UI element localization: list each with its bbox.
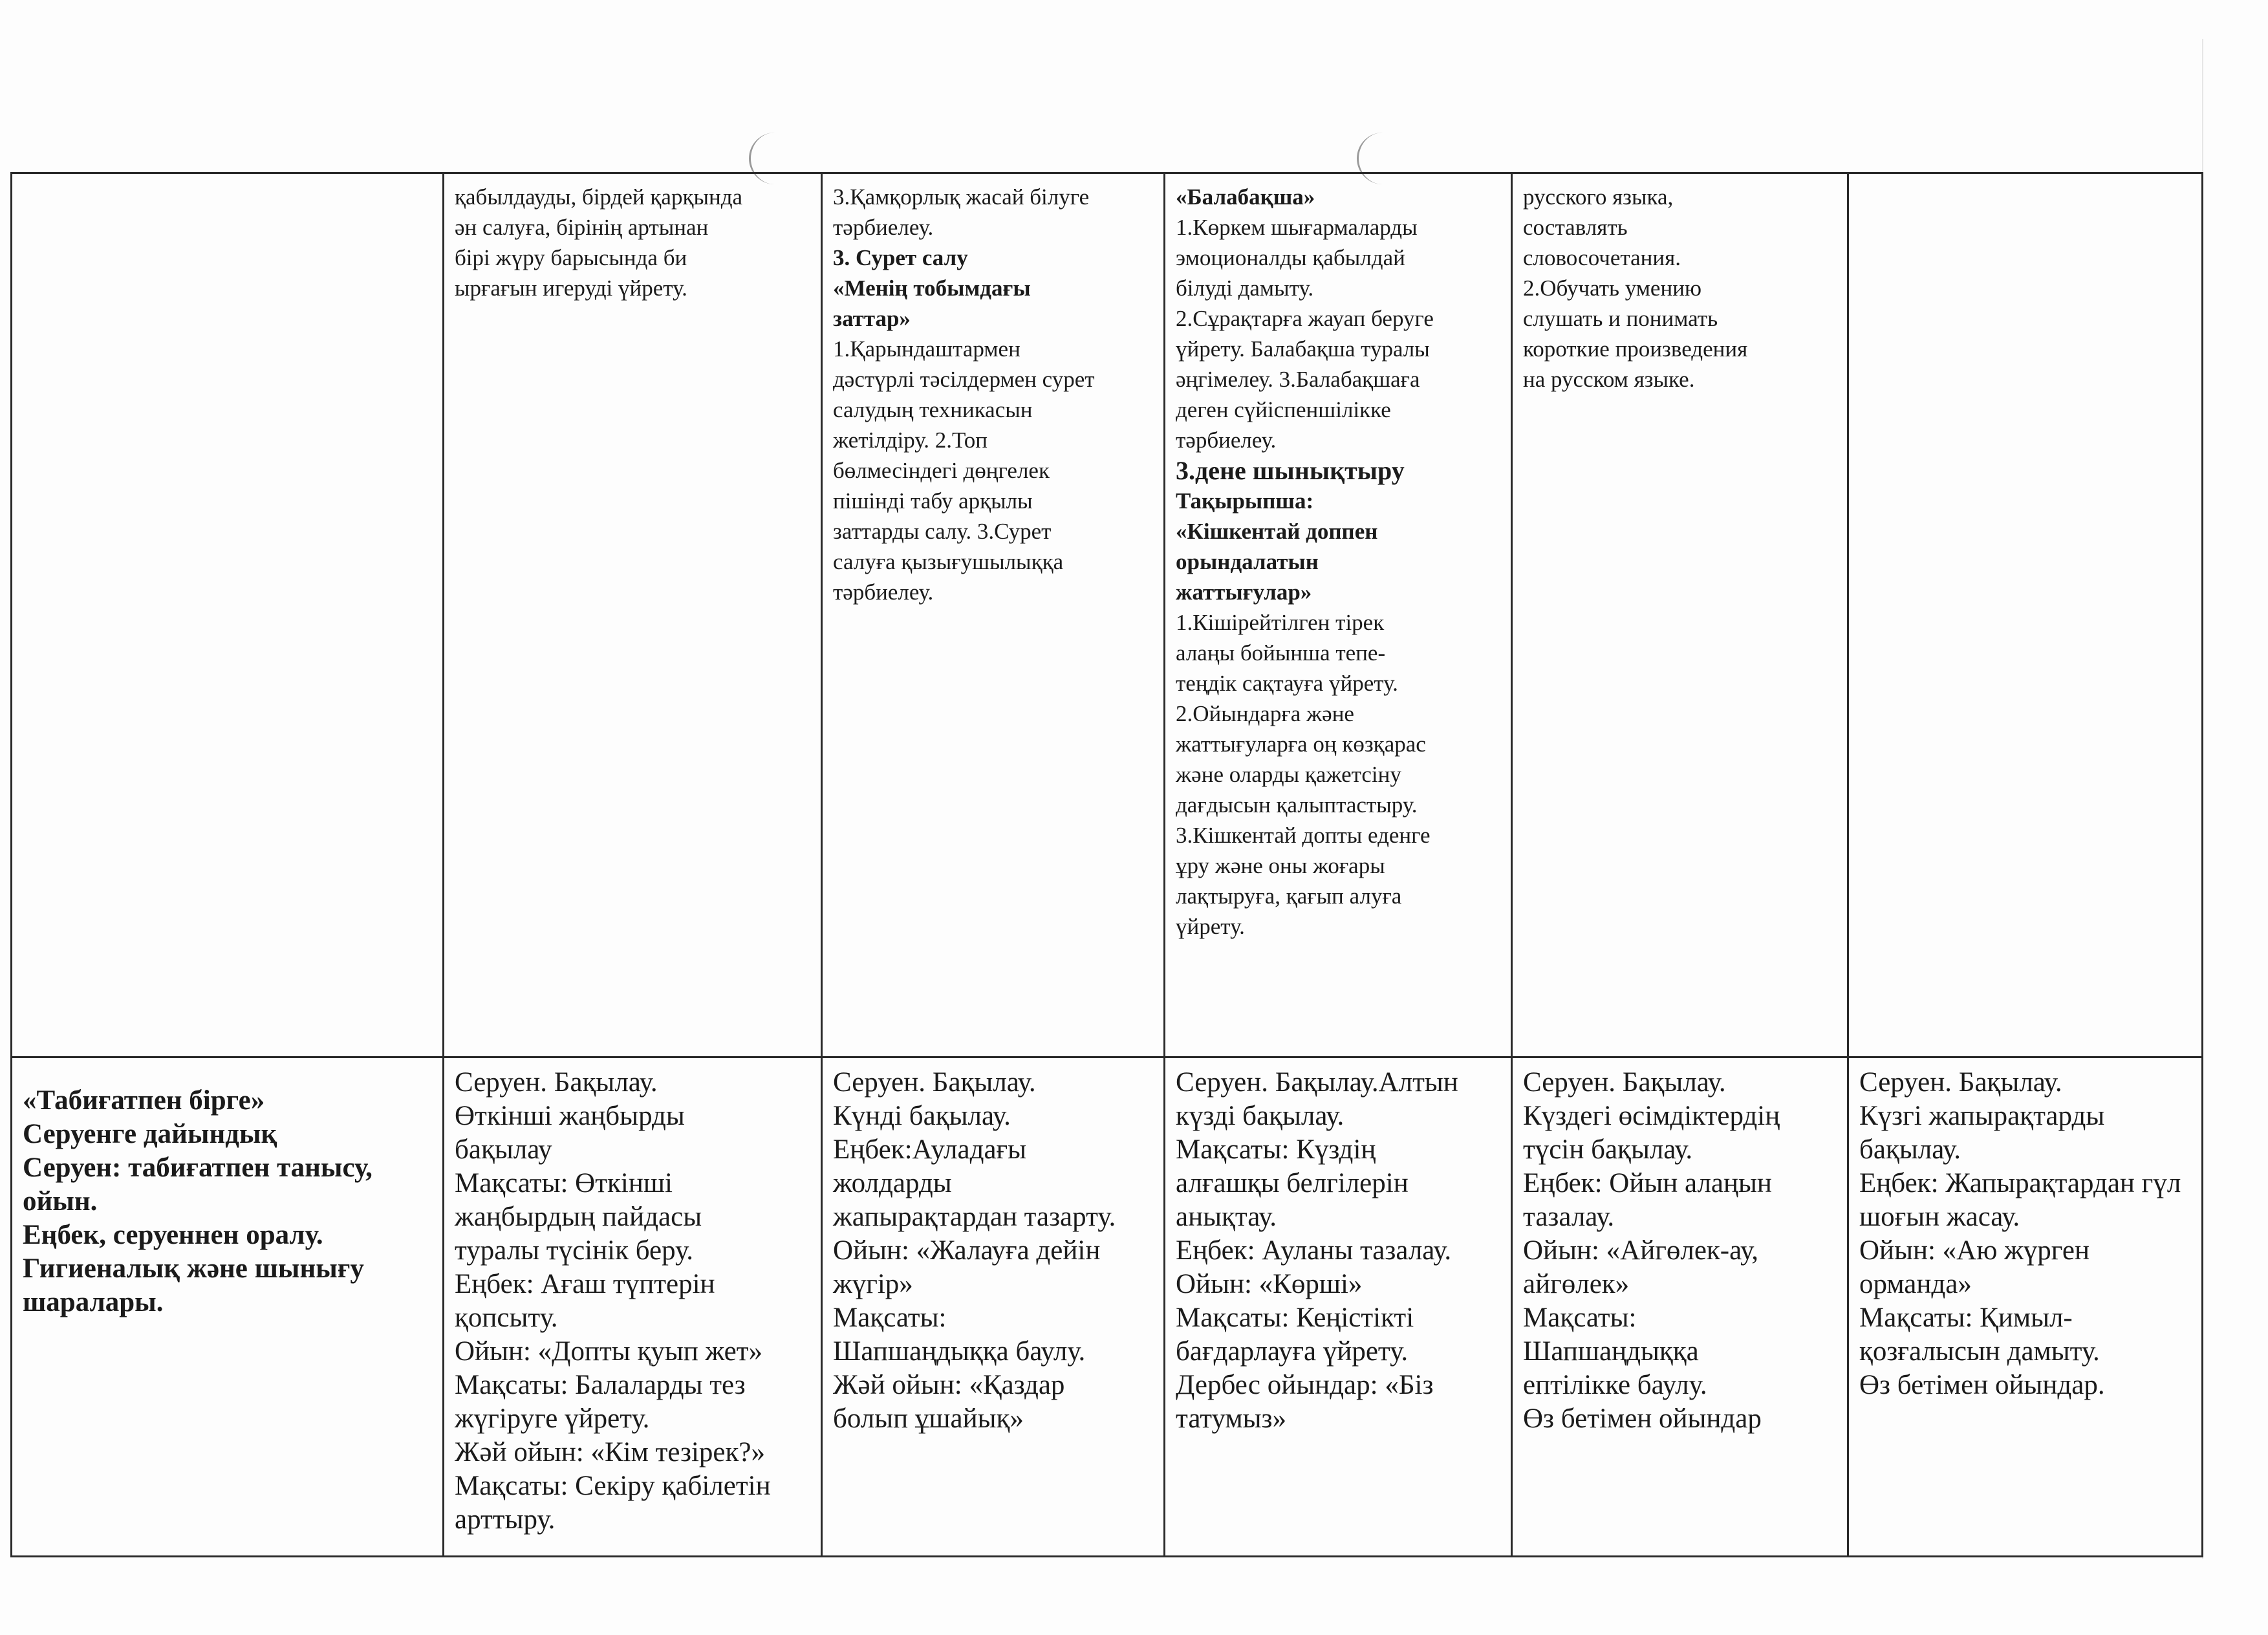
text-line: шаралары. — [23, 1287, 164, 1317]
text-line: Шапшаңдыққа — [1523, 1336, 1699, 1367]
cell-text — [1176, 182, 1500, 942]
text-line: лақтыруға, қағып алуға — [1176, 883, 1402, 909]
text-line: тәрбиелеу. — [833, 215, 934, 240]
text-line: дағдысын қалыптастыру. — [1176, 792, 1418, 817]
table-cell — [444, 1057, 822, 1557]
text-line: Еңбек: Ағаш түптерін — [455, 1269, 715, 1299]
text-line: жаттығуларға оң көзқарас — [1176, 731, 1426, 757]
text-line: қозғалысын дамыту. — [1859, 1336, 2100, 1367]
text-line: Мақсаты: Күздің — [1176, 1134, 1376, 1165]
text-line: короткие произведения — [1523, 336, 1748, 362]
text-line: білуді дамыту. — [1176, 276, 1314, 301]
text-line: бөлмесіндегі дөңгелек — [833, 458, 1050, 483]
cell-text — [833, 182, 1153, 607]
text-line: жүгіруге үйрету. — [455, 1403, 650, 1434]
text-line: болып ұшайық» — [833, 1403, 1024, 1434]
table-row — [12, 1057, 2203, 1557]
text-line: Ойын: «Аю жүрген — [1859, 1235, 2090, 1266]
text-line: қопсыту. — [455, 1303, 558, 1333]
text-line: тазалау. — [1523, 1202, 1615, 1232]
text-line: Серуен. Бақылау. — [455, 1067, 658, 1098]
text-line: Күздегі өсімдіктердің — [1523, 1101, 1780, 1131]
text-line: Серуен. Бақылау. — [1859, 1067, 2062, 1098]
text-line: бағдарлауға үйрету. — [1176, 1336, 1409, 1367]
table-cell — [822, 1057, 1165, 1557]
cell-text — [1176, 1066, 1500, 1436]
text-line: Тақырыпша: — [1176, 488, 1314, 514]
text-line: Жәй ойын: «Кім тезірек?» — [455, 1437, 765, 1467]
text-line: жаңбырдың пайдасы — [455, 1202, 702, 1232]
text-line: заттарды салу. 3.Сурет — [833, 519, 1052, 544]
text-line: анықтау. — [1176, 1202, 1277, 1232]
text-line: қабылдауды, бірдей қарқында — [455, 184, 743, 210]
text-line: «Балабақша» — [1176, 184, 1315, 210]
text-line: 2.Ойындарға және — [1176, 701, 1354, 726]
text-line: ойын. — [23, 1186, 98, 1217]
text-line: үйрету. — [1176, 914, 1245, 939]
text-line: Өз бетімен ойындар. — [1859, 1370, 2105, 1400]
text-line: Мақсаты: Балаларды тез — [455, 1370, 746, 1400]
cell-text — [1523, 182, 1837, 395]
text-line: 3.дене шынықтыру — [1176, 456, 1405, 485]
text-line: татумыз» — [1176, 1403, 1287, 1434]
text-line: арттыру. — [455, 1504, 556, 1535]
text-line: туралы түсінік беру. — [455, 1235, 693, 1266]
text-line: дәстүрлі тәсілдермен сурет — [833, 367, 1095, 392]
text-line: Мақсаты: Қимыл- — [1859, 1303, 2073, 1333]
table-cell — [822, 173, 1165, 1057]
text-line: Мақсаты: — [1523, 1303, 1637, 1333]
text-line: слушать и понимать — [1523, 306, 1718, 331]
text-line: Мақсаты: — [833, 1303, 947, 1333]
text-line: Жәй ойын: «Қаздар — [833, 1370, 1065, 1400]
text-line: Мақсаты: Секіру қабілетін — [455, 1471, 771, 1501]
text-line: 3.Қамқорлық жасай білуге — [833, 184, 1090, 210]
text-line: на русском языке. — [1523, 367, 1695, 392]
text-line: теңдік сақтауға үйрету. — [1176, 671, 1398, 696]
text-line: Гигиеналық және шынығу — [23, 1253, 364, 1284]
text-line: жүгір» — [833, 1269, 913, 1299]
text-line: салудың техникасын — [833, 397, 1033, 422]
text-line: Еңбек: Ойын алаңын — [1523, 1168, 1772, 1198]
weekly-plan-table — [10, 172, 2203, 1557]
text-line: ән салуға, бірінің артынан — [455, 215, 709, 240]
text-line: әңгімелеу. 3.Балабақшаға — [1176, 367, 1420, 392]
cell-text — [833, 1066, 1153, 1436]
text-line: Серуен: табиғатпен танысу, — [23, 1153, 373, 1183]
text-line: Серуен. Бақылау.Алтын — [1176, 1067, 1458, 1098]
text-line: түсін бақылау. — [1523, 1134, 1693, 1165]
text-line: Мақсаты: Кеңістікті — [1176, 1303, 1414, 1333]
activity-label-cell — [12, 1057, 444, 1557]
text-line: үйрету. Балабақша туралы — [1176, 336, 1430, 362]
text-line: Ойын: «Жалауға дейін — [833, 1235, 1101, 1266]
table-cell — [12, 173, 444, 1057]
text-line: тәрбиелеу. — [1176, 428, 1277, 453]
text-line: 3.Кішкентай допты еденге — [1176, 823, 1431, 848]
text-line: 3. Сурет салу — [833, 245, 968, 270]
text-line: 1.Қарындаштармен — [833, 336, 1021, 362]
text-line: және оларды қажетсіну — [1176, 762, 1401, 787]
text-line: словосочетания. — [1523, 245, 1681, 270]
text-line: Еңбек: Жапырақтардан гүл — [1859, 1168, 2181, 1198]
text-line: Ойын: «Допты қуып жет» — [455, 1336, 763, 1367]
text-line: ептілікке баулу. — [1523, 1370, 1707, 1400]
text-line: Ойын: «Көрші» — [1176, 1269, 1363, 1299]
text-line: «Табиғатпен бірге» — [23, 1085, 265, 1116]
text-line: «Менің тобымдағы — [833, 276, 1031, 301]
text-line: алғашқы белгілерін — [1176, 1168, 1409, 1198]
text-line: Өткінші жаңбырды — [455, 1101, 685, 1131]
text-line: эмоционалды қабылдай — [1176, 245, 1405, 270]
cell-text — [455, 1066, 810, 1537]
text-line: жолдарды — [833, 1168, 952, 1198]
text-line: Шапшаңдыққа баулу. — [833, 1336, 1086, 1367]
text-line: заттар» — [833, 306, 911, 331]
text-line: Күзгі жапырақтарды — [1859, 1101, 2105, 1131]
text-line: составлять — [1523, 215, 1628, 240]
text-line: Ойын: «Айгөлек-ау, — [1523, 1235, 1758, 1266]
text-line: Серуенге дайындық — [23, 1119, 277, 1149]
text-line: күзді бақылау. — [1176, 1101, 1345, 1131]
cell-text — [1523, 1066, 1837, 1436]
text-line: Серуен. Бақылау. — [833, 1067, 1036, 1098]
cell-text — [1859, 1066, 2191, 1402]
table-cell — [1165, 1057, 1512, 1557]
text-line: «Кішкентай доппен — [1176, 519, 1378, 544]
text-line: жапырақтардан тазарту. — [833, 1202, 1116, 1232]
text-line: бақылау. — [1859, 1134, 1961, 1165]
text-line: Мақсаты: Өткінші — [455, 1168, 673, 1198]
text-line: Өз бетімен ойындар — [1523, 1403, 1762, 1434]
text-line: шоғын жасау. — [1859, 1202, 2020, 1232]
text-line: бірі жүру барысында би — [455, 245, 687, 270]
text-line: Дербес ойындар: «Біз — [1176, 1370, 1434, 1400]
text-line: орманда» — [1859, 1269, 1972, 1299]
table-cell — [1165, 173, 1512, 1057]
text-line: жаттығулар» — [1176, 579, 1312, 605]
text-line: ұру және оны жоғары — [1176, 853, 1385, 878]
text-line: 2.Обучать умению — [1523, 276, 1702, 301]
text-line: Еңбек: Ауланы тазалау. — [1176, 1235, 1452, 1266]
table-cell — [444, 173, 822, 1057]
text-line: айгөлек» — [1523, 1269, 1630, 1299]
text-line: 2.Сұрақтарға жауап беруге — [1176, 306, 1434, 331]
text-line: 1.Көркем шығармаларды — [1176, 215, 1418, 240]
cell-text — [23, 1084, 432, 1319]
text-line: русского языка, — [1523, 184, 1674, 210]
text-line: Серуен. Бақылау. — [1523, 1067, 1726, 1098]
text-line: Күнді бақылау. — [833, 1101, 1011, 1131]
text-line: пішінді табу арқылы — [833, 488, 1033, 514]
text-line: орындалатын — [1176, 549, 1319, 574]
table-row — [12, 173, 2203, 1057]
text-line: Еңбек:Ауладағы — [833, 1134, 1027, 1165]
text-line: салуға қызығушылыққа — [833, 549, 1064, 574]
text-line: Еңбек, серуеннен оралу. — [23, 1220, 323, 1250]
text-line: деген сүйіспеншілікке — [1176, 397, 1391, 422]
text-line: бақылау — [455, 1134, 552, 1165]
text-line: алаңы бойынша тепе- — [1176, 640, 1386, 666]
text-line: ырғағын игеруді үйрету. — [455, 276, 687, 301]
table-cell — [1512, 1057, 1848, 1557]
table-cell — [1848, 173, 2203, 1057]
text-line: тәрбиелеу. — [833, 579, 934, 605]
text-line: жетілдіру. 2.Топ — [833, 428, 988, 453]
table-cell — [1848, 1057, 2203, 1557]
cell-text — [455, 182, 810, 303]
text-line: 1.Кішірейтілген тірек — [1176, 610, 1385, 635]
table-cell — [1512, 173, 1848, 1057]
